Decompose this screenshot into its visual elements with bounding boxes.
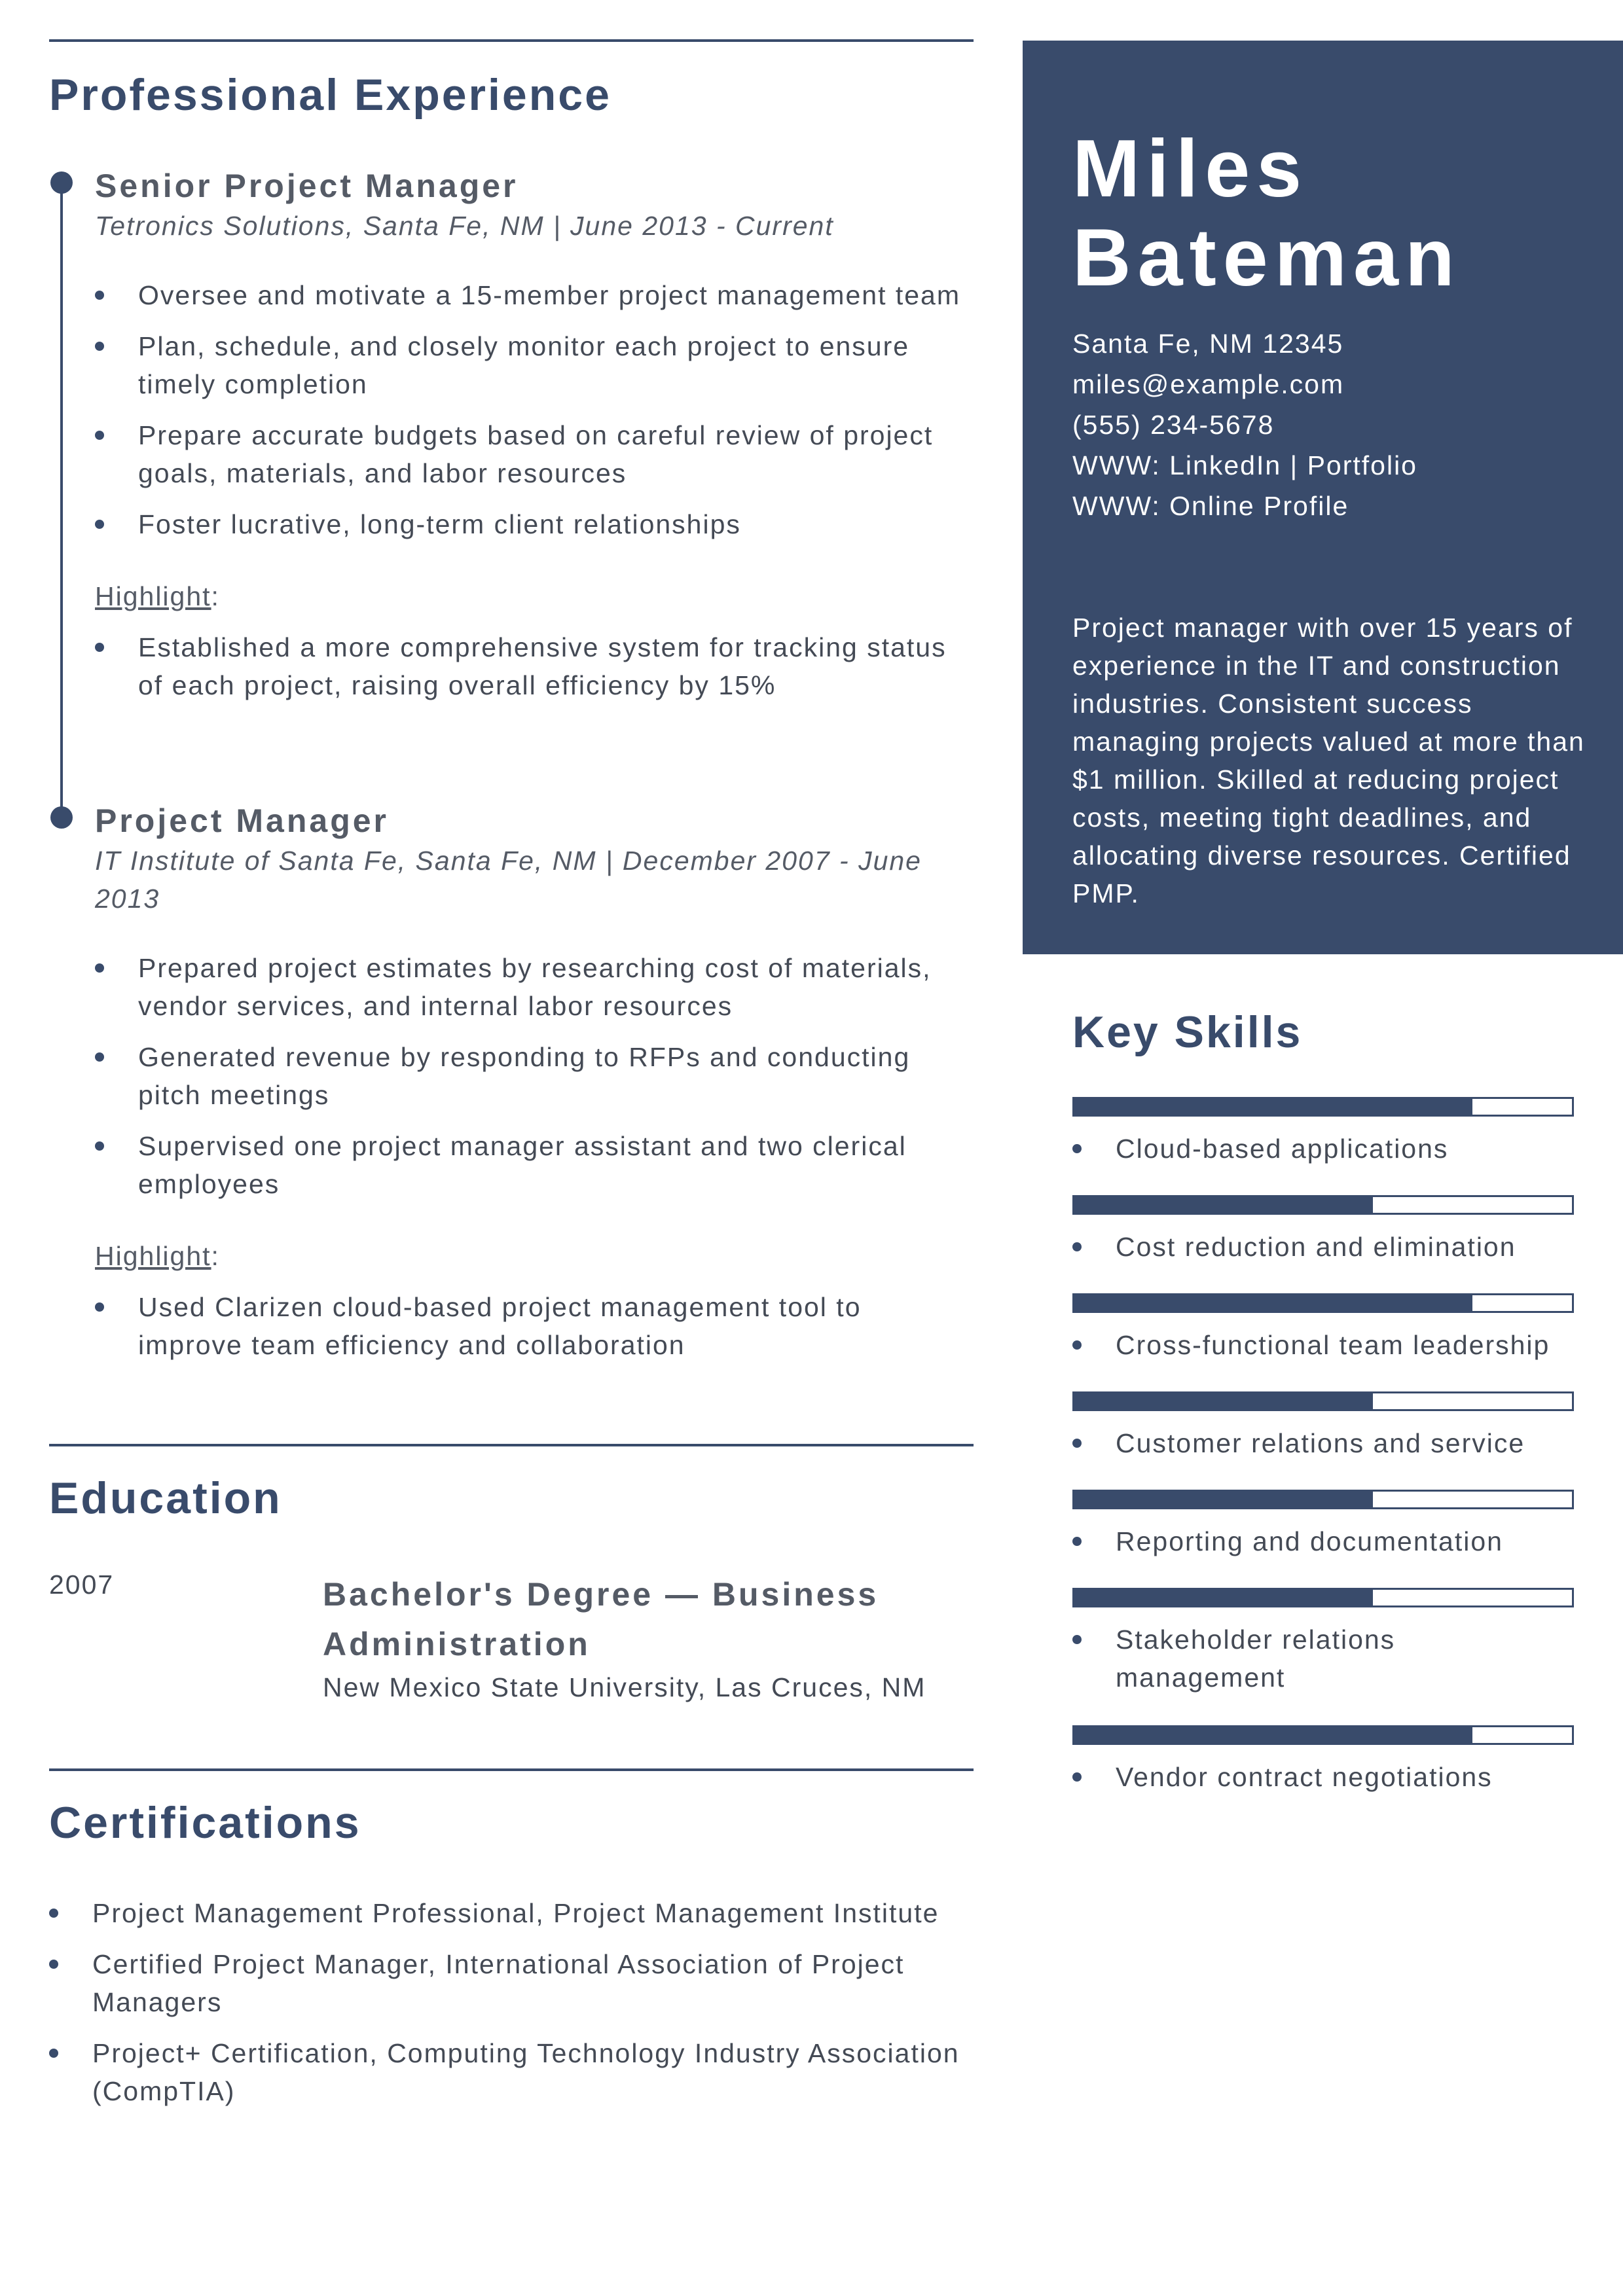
timeline-line (60, 183, 63, 817)
experience-heading: Professional Experience (49, 70, 611, 120)
job-location: , Santa Fe, NM (345, 211, 545, 241)
skill-level-fill (1074, 1590, 1373, 1605)
list-item: Generated revenue by responding to RFPs and conducting pitch meetings (95, 1038, 972, 1114)
skill-item (1072, 1588, 1574, 1696)
timeline-dot (50, 806, 73, 829)
job-title: Senior Project Manager (95, 168, 519, 204)
skill-level-fill (1074, 1197, 1373, 1213)
job-entry (95, 166, 972, 704)
skill-level-fill (1074, 1295, 1472, 1311)
list-item: Project+ Certification, Computing Technology Industry Association (CompTIA) (49, 2034, 974, 2110)
timeline-dot (50, 171, 73, 194)
skill-item (1072, 1490, 1574, 1560)
professional-summary: Project manager with over 15 years of experience in the IT and construction industries. Consistent success managing projects valued at more than $1 million. Skilled at reducing project costs, meeting tight deadlines, and allocating diverse resources. Certified PMP. (1072, 613, 1585, 908)
phone: (555) 234-5678 (1072, 410, 1275, 440)
first-name: Miles (1072, 124, 1309, 214)
address: Santa Fe, NM 12345 (1072, 329, 1344, 359)
list-item: Project Management Professional, Project Management Institute (49, 1894, 974, 1932)
education-year: 2007 (49, 1570, 115, 1600)
list-item: Prepare accurate budgets based on careful review of project goals, materials, and labor resources (95, 416, 972, 492)
list-item: Prepared project estimates by researching cost of materials, vendor services, and internal labor resources (95, 949, 972, 1025)
certifications-list (49, 1894, 974, 2123)
skill-label: Cross-functional team leadership (1072, 1326, 1574, 1364)
school-name: New Mexico State University, Las Cruces, NM (323, 1672, 926, 1702)
web-links[interactable]: WWW: LinkedIn | Portfolio (1072, 450, 1417, 480)
skill-item (1072, 1725, 1574, 1796)
degree-title: Bachelor's Degree — Business Administration (323, 1576, 879, 1662)
education-heading: Education (49, 1473, 282, 1523)
skill-level-fill (1074, 1393, 1373, 1409)
highlight-label: Highlight: (95, 581, 220, 611)
job-duties (95, 276, 972, 543)
list-item: Plan, schedule, and closely monitor each project to ensure timely completion (95, 327, 972, 403)
contact-info (1072, 323, 1417, 526)
skill-level-bar (1072, 1293, 1574, 1313)
skill-level-fill (1074, 1492, 1373, 1507)
skill-item (1072, 1293, 1574, 1364)
candidate-name (1072, 124, 1461, 302)
company-name: IT Institute of Santa Fe (95, 846, 398, 876)
list-item: Established a more comprehensive system for tracking status of each project, raising overall efficiency by 15% (95, 628, 972, 704)
job-highlights (95, 1288, 972, 1364)
job-location: , Santa Fe, NM (397, 846, 597, 876)
skill-level-bar (1072, 1097, 1574, 1117)
list-item: Certified Project Manager, International Association of Project Managers (49, 1945, 974, 2021)
skill-level-bar (1072, 1588, 1574, 1607)
skill-label: Cost reduction and elimination (1072, 1228, 1574, 1266)
skill-item (1072, 1195, 1574, 1266)
email[interactable]: miles@example.com (1072, 369, 1345, 399)
skill-item (1072, 1391, 1574, 1462)
skill-label: Vendor contract negotiations (1072, 1758, 1574, 1796)
list-item: Oversee and motivate a 15-member project management team (95, 276, 972, 314)
skill-item (1072, 1097, 1574, 1168)
skill-label: Customer relations and service (1072, 1424, 1574, 1462)
section-divider (49, 39, 974, 42)
job-highlights (95, 628, 972, 704)
job-meta (95, 207, 972, 245)
job-entry (95, 801, 972, 1364)
section-divider (49, 1444, 974, 1446)
job-title: Project Manager (95, 802, 390, 839)
education-entry (323, 1570, 971, 1706)
last-name: Bateman (1072, 213, 1461, 303)
skill-level-bar (1072, 1490, 1574, 1509)
skill-level-bar (1072, 1391, 1574, 1411)
section-divider (49, 1768, 974, 1771)
job-duties (95, 949, 972, 1203)
skill-label: Reporting and documentation (1072, 1522, 1574, 1560)
list-item: Supervised one project manager assistant and two clerical employees (95, 1127, 972, 1203)
job-dates: | June 2013 - Current (544, 211, 834, 241)
certifications-heading: Certifications (49, 1798, 361, 1848)
company-name: Tetronics Solutions (95, 211, 346, 241)
skill-level-fill (1074, 1727, 1472, 1743)
skill-level-bar (1072, 1195, 1574, 1215)
web-profile[interactable]: WWW: Online Profile (1072, 491, 1349, 521)
list-item: Used Clarizen cloud-based project management tool to improve team efficiency and collaboration (95, 1288, 972, 1364)
skill-label: Cloud-based applications (1072, 1130, 1574, 1168)
highlight-label: Highlight: (95, 1241, 220, 1271)
key-skills-heading: Key Skills (1072, 1007, 1303, 1057)
profile-panel (1023, 41, 1623, 954)
skill-label: Stakeholder relations management (1072, 1621, 1574, 1696)
skill-level-fill (1074, 1099, 1472, 1115)
job-meta (95, 842, 972, 918)
list-item: Foster lucrative, long-term client relationships (95, 505, 972, 543)
job-dates: | December 2007 - June 2013 (95, 846, 922, 914)
skill-level-bar (1072, 1725, 1574, 1745)
